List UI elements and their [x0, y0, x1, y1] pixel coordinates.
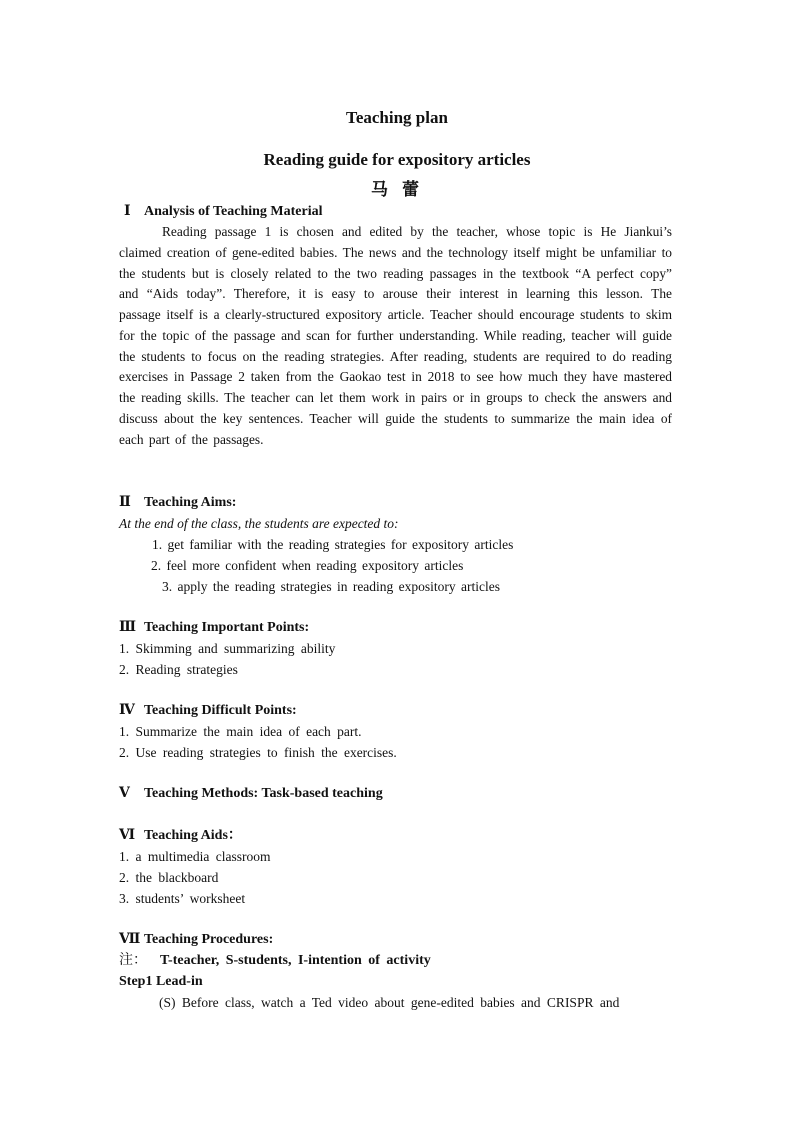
section-heading-text: Teaching Methods: Task-based teaching — [144, 786, 383, 801]
document-subtitle: Reading guide for expository articles — [263, 150, 531, 169]
section-heading-text: Teaching Aims: — [144, 495, 237, 510]
document-title: Teaching plan — [346, 108, 448, 127]
section-numeral: Ⅴ — [119, 786, 130, 801]
list-item: 1. Summarize the main idea of each part. — [119, 724, 362, 739]
section-numeral: Ⅳ — [119, 703, 135, 718]
section-heading — [119, 700, 672, 721]
section-procedures — [119, 929, 672, 1013]
section-heading-text: Teaching Aids： — [144, 828, 242, 843]
section-heading — [119, 929, 672, 950]
author-name: 马 蕾 — [371, 180, 423, 200]
list-item: 3. students’ worksheet — [119, 891, 246, 906]
section-numeral: Ⅱ — [119, 495, 131, 510]
list-item: 2. the blackboard — [119, 870, 219, 885]
step-text: (S) Before class, watch a Ted video about gene-edited babies and CRISPR and — [159, 995, 620, 1010]
section-heading-text: Teaching Difficult Points: — [144, 703, 297, 718]
note-prefix: 注： — [119, 952, 147, 968]
note-text: T-teacher, S-students, I-intention of activity — [160, 953, 431, 968]
list-item: 2. feel more confident when reading expository articles — [151, 558, 464, 573]
section-heading-text: Teaching Procedures: — [144, 932, 274, 947]
section-aims — [119, 492, 672, 597]
section-numeral: Ⅵ — [119, 828, 136, 843]
aims-intro: At the end of the class, the students are expected to: — [119, 516, 399, 531]
step-title: Step1 Lead-in — [119, 974, 203, 989]
section-analysis — [119, 201, 672, 450]
section-numeral: Ⅰ — [124, 204, 131, 219]
list-item: 3. apply the reading strategies in reading expository articles — [162, 579, 501, 594]
list-item: 2. Use reading strategies to finish the exercises. — [119, 745, 397, 760]
section-numeral: Ⅲ — [119, 620, 137, 635]
section-difficult-points — [119, 700, 672, 763]
section-heading — [119, 617, 672, 638]
list-item: 1. a multimedia classroom — [119, 849, 271, 864]
section-heading-text: Teaching Important Points: — [144, 620, 310, 635]
section-heading — [119, 492, 672, 513]
list-item: 2. Reading strategies — [119, 662, 238, 677]
section-numeral: Ⅶ — [119, 932, 141, 947]
section-heading — [119, 201, 672, 222]
section-important-points — [119, 617, 672, 680]
section-heading-text: Analysis of Teaching Material — [144, 204, 323, 219]
section-methods — [119, 783, 672, 804]
section-heading — [119, 783, 672, 804]
analysis-paragraph: Reading passage 1 is chosen and edited by the teacher, whose topic is He Jiankui’s claimed creation of gene-edited babies. The news and the technology itself might be unfamiliar to the students but is closely related to the two reading passages in the textbook “A perfect copy” and “Aids today”. Therefore, it is easy to arouse their interest in learning this lesson. The passage itself is a clearly-structured expository article. Teacher should encourage students to skim for the topic of the passage and scan for further understanding. While reading, teacher will guide the students to focus on the reading strategies. After reading, students are required to do reading exercises in Passage 2 taken from the Gaokao test in 2018 to see how much they have mastered the reading skills. The teacher can let them work in pairs or in groups to check the answers and discuss about the key sentences. Teacher will guide the students to summarize the main idea of each part of the passages. — [119, 224, 672, 447]
section-heading — [119, 825, 672, 846]
list-item: 1. Skimming and summarizing ability — [119, 641, 336, 656]
list-item: 1. get familiar with the reading strategies for expository articles — [152, 537, 514, 552]
section-aids — [119, 825, 672, 909]
procedures-note — [119, 950, 672, 971]
